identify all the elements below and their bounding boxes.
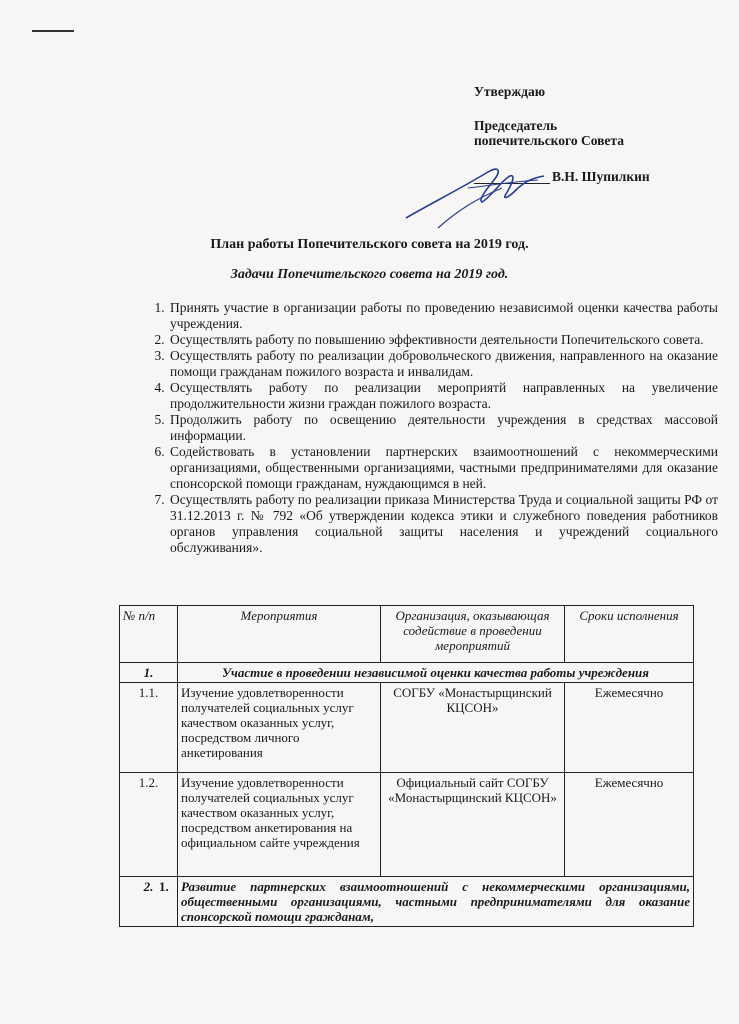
row-term: Ежемесячно [565, 773, 694, 877]
task-item: 4. Осуществлять работу по реализации мероприятй направленных на увеличение продолжительности жизни граждан пожилого возраста. [168, 380, 718, 412]
row-term: Ежемесячно [565, 683, 694, 773]
chair-position-line1: Председатель [474, 118, 558, 133]
task-item: 1. Принять участие в организации работы по проведению независимой оценки качества работы учреждения. [168, 300, 718, 332]
chair-name: В.Н. Шупилкин [552, 169, 650, 184]
table-row [120, 683, 694, 773]
document-subtitle: Задачи Попечительского совета на 2019 год. [230, 267, 509, 282]
approval-title: Утверждаю [474, 84, 546, 99]
scan-artifact-line [32, 30, 74, 32]
handwritten-signature [398, 150, 548, 230]
row-org: Официальный сайт СОГБУ «Монастырщинский КЦСОН» [381, 773, 565, 877]
row-org: СОГБУ «Монастырщинский КЦСОН» [381, 683, 565, 773]
document-title: План работы Попечительского совета на 2019 год. [210, 237, 529, 252]
header-event: Мероприятия [178, 606, 381, 663]
tasks-list [143, 300, 718, 556]
section-num: 1. [120, 663, 178, 683]
header-org: Организация, оказывающая содействие в проведении мероприятий [381, 606, 565, 663]
row-num: 1.2. [120, 773, 178, 877]
plan-table [119, 605, 694, 927]
section-row [120, 663, 694, 683]
section-num: 2. [120, 877, 178, 927]
section-marker: 1. [159, 879, 169, 894]
section-title: Участие в проведении независимой оценки качества работы учреждения [178, 663, 694, 683]
task-item: 2. Осуществлять работу по повышению эффективности деятельности Попечительского совета. [168, 332, 718, 348]
row-num: 1.1. [120, 683, 178, 773]
chair-position-line2: попечительского Совета [474, 133, 624, 148]
table-row [120, 773, 694, 877]
task-item: 7. Осуществлять работу по реализации приказа Министерства Труда и социальной защиты РФ от 31.12.2013 г. № 792 «Об утверждении кодекса этики и служебного поведения работников органов управления социальной защиты населения и учреждений социального обслуживания». [168, 492, 718, 556]
row-event: Изучение удовлетворенности получателей социальных услуг качеством оказанных услуг, посредством анкетирования на официальном сайте учреждения [178, 773, 381, 877]
row-event: Изучение удовлетворенности получателей социальных услуг качеством оказанных услуг, посредством личного анкетирования [178, 683, 381, 773]
section-text [159, 877, 694, 927]
task-item: 3. Осуществлять работу по реализации добровольческого движения, направленного на оказание помощи гражданам пожилого возраста и инвалидам. [168, 348, 718, 380]
section-row [120, 877, 694, 927]
header-num: № п/п [120, 606, 178, 663]
task-item: 5. Продолжить работу по освещению деятельности учреждения в средствах массовой информации. [168, 412, 718, 444]
header-term: Сроки исполнения [565, 606, 694, 663]
task-item: 6. Содействовать в установлении партнерских взаимоотношений с некоммерческими организациями, общественными организациями, частными предпринимателями для оказание спонсорской помощи гражданам, нуждающимся в ней. [168, 444, 718, 492]
section-title: Развитие партнерских взаимоотношений с некоммерческими организациями, общественными организациями, частными предпринимателями для оказание спонсорской помощи гражданам, [181, 879, 690, 924]
table-header-row [120, 606, 694, 663]
